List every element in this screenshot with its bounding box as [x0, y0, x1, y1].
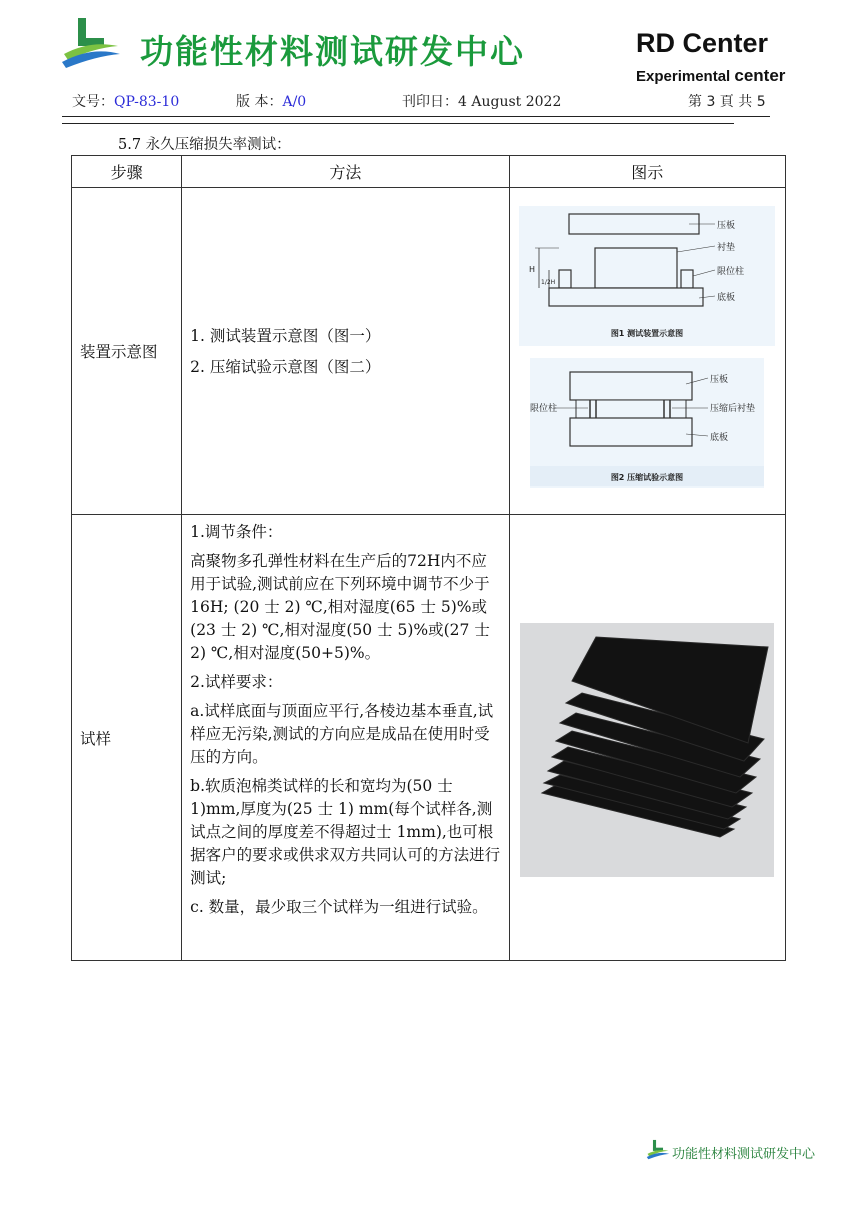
specimen-paragraph: b.软质泡棉类试样的长和宽均为(50 士 1)mm,厚度为(25 士 1) mm(每个试样各,测试点之间的厚度差不得超过士 1mm),也可根据客户的要求或供求双方共同认可的方法进行测试;: [190, 777, 501, 887]
method-specimen: [182, 515, 509, 961]
fig1-label-pad: 衬垫: [717, 243, 736, 253]
fig1-label-stop: 限位柱: [717, 267, 745, 277]
org-logo-icon: [60, 16, 122, 72]
apparatus-diagram: [519, 206, 775, 346]
step-specimen: 试样: [72, 515, 182, 961]
test-procedure-table: [71, 155, 786, 961]
section-title: 5.7 永久压缩损失率测试：: [118, 137, 291, 153]
doc-number-value: QP-83-10: [114, 94, 180, 110]
fig2-label-platen: 压板: [710, 375, 729, 385]
fig2-label-stop: 限位柱: [530, 404, 558, 414]
foam-samples-photo: [520, 623, 774, 877]
specimen-paragraph: c. 数量，最少取三个试样为一组进行试验。: [190, 898, 488, 916]
version-value: A/0: [282, 94, 307, 110]
dim-half-label: 1/2H: [541, 279, 556, 286]
doc-number: [72, 91, 179, 111]
footer-org-name: 功能性材料测试研发中心: [672, 1147, 816, 1162]
header-rule: [62, 116, 770, 117]
header-step: 步骤: [72, 156, 182, 188]
rd-sub-a: Experimental: [636, 68, 731, 85]
specimen-paragraph: 高聚物多孔弹性材料在生产后的72H内不应用于试验,测试前应在下列环境中调节不少于 16H; (20 士 2) ℃,相对湿度(65 士 5)%或(23 士 2) ℃,相对湿度(50 士 5)%或(27 士 2) ℃,相对湿度(50+5)%。: [190, 552, 490, 662]
org-title: 功能性材料测试研发中心: [140, 32, 525, 71]
dim-h-label: H: [529, 265, 536, 274]
fig2-label-pad: 压缩后衬垫: [710, 404, 756, 414]
table-header-row: [72, 156, 786, 188]
page-info: 第 3 頁 共 5: [688, 94, 766, 110]
fig1-label-platen: 压板: [717, 221, 736, 231]
version: [236, 91, 306, 111]
footer-logo-icon: [646, 1138, 670, 1162]
table-row: [72, 515, 786, 961]
print-date: 刊印日：4 August 2022: [402, 94, 562, 110]
specimen-paragraph: a.试样底面与顶面应平行,各棱边基本垂直,试样应无污染,测试的方向应是成品在使用时受压的方向。: [190, 702, 494, 766]
fig1-label-base: 底板: [717, 293, 736, 303]
table-row: [72, 188, 786, 515]
fig2-caption: 图2 压缩试验示意图: [611, 473, 684, 482]
method-item: 1. 测试装置示意图（图一）: [190, 327, 381, 345]
specimen-paragraph: 2.试样要求：: [190, 673, 283, 691]
doc-number-label: 文号：: [72, 94, 114, 110]
step-apparatus: 装置示意图: [72, 188, 182, 515]
method-apparatus: [182, 188, 509, 515]
rd-center-title: RD Center: [636, 28, 769, 58]
fig2-label-base: 底板: [710, 433, 729, 443]
version-label: 版 本：: [236, 94, 283, 110]
rd-center-subtitle: [636, 66, 785, 86]
header-rule-secondary: [62, 123, 734, 124]
header-figure: 图示: [509, 156, 785, 188]
header-method: 方法: [182, 156, 509, 188]
rd-sub-b: center: [734, 66, 786, 85]
compression-diagram: [530, 358, 764, 488]
method-item: 2. 压缩试验示意图（图二）: [190, 358, 381, 376]
figure-specimen: [509, 515, 785, 961]
specimen-paragraph: 1.调节条件：: [190, 523, 283, 541]
fig1-caption: 图1 测试装置示意图: [611, 329, 684, 338]
figure-apparatus: [509, 188, 785, 515]
